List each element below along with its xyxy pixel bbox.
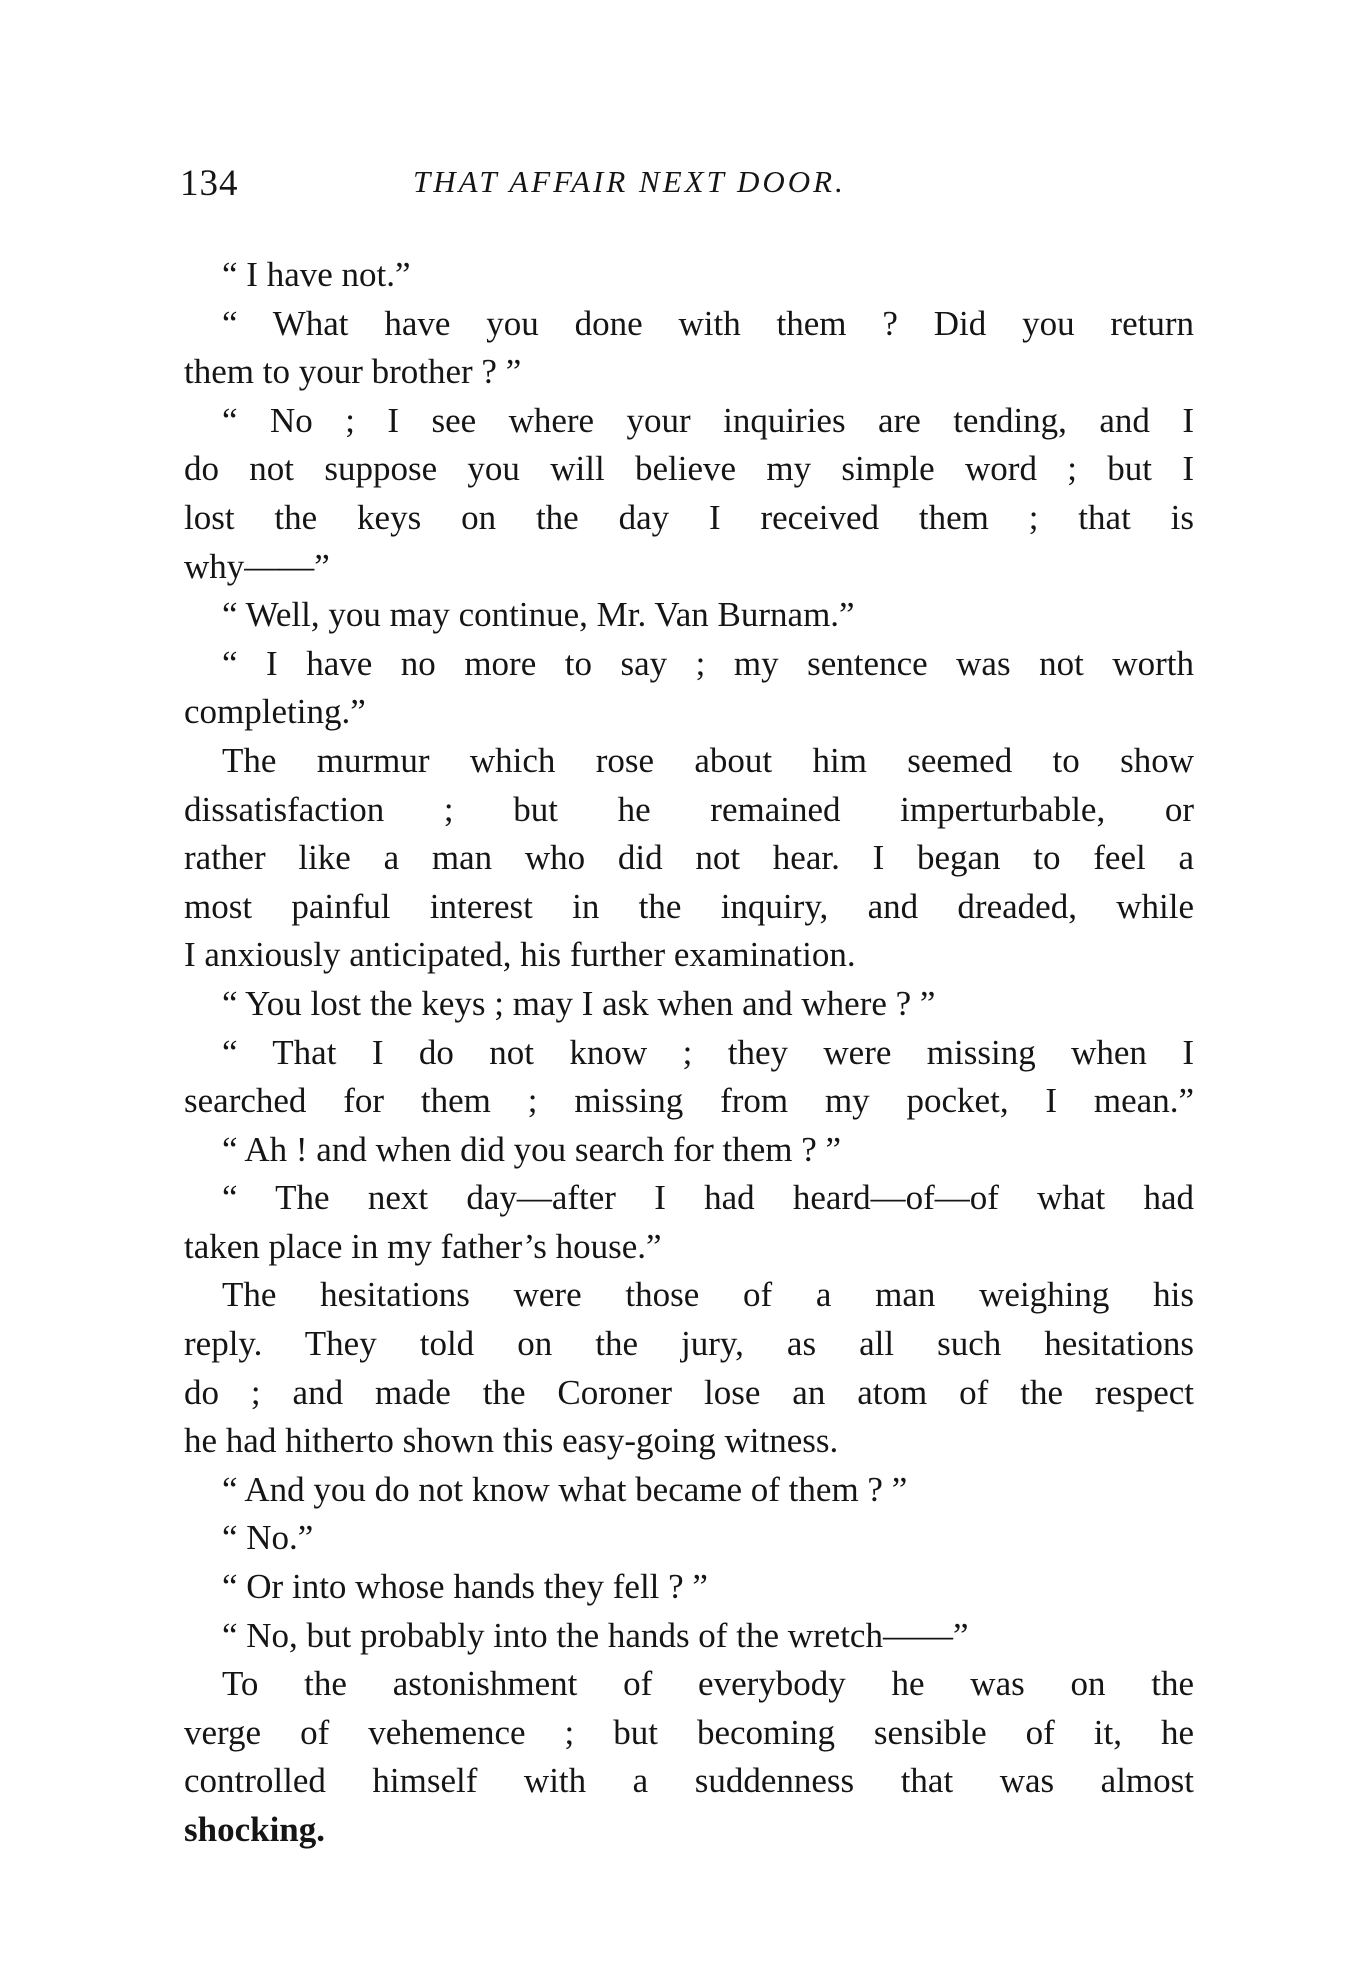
text-line: completing.”	[184, 692, 366, 732]
text-line: “ No.”	[222, 1518, 314, 1558]
text-line: taken place in my father’s house.”	[184, 1226, 662, 1266]
text-line: “ That I do not know ; they were missing when I	[222, 1032, 1194, 1072]
text-line: verge of vehemence ; but becoming sensible of it, he	[184, 1712, 1194, 1752]
text-line: most painful interest in the inquiry, and dreaded, while	[184, 886, 1194, 926]
text-line: The murmur which rose about him seemed to show	[222, 740, 1194, 780]
text-line: The hesitations were those of a man weighing his	[222, 1275, 1194, 1315]
text-line: I anxiously anticipated, his further examination.	[184, 935, 856, 975]
text-line: searched for them ; missing from my pocket, I mean.”	[184, 1081, 1194, 1121]
text-line: he had hitherto shown this easy-going witness.	[184, 1421, 839, 1461]
text-line: “ I have not.”	[222, 255, 411, 294]
text-line: controlled himself with a suddenness that was almost	[184, 1761, 1194, 1801]
text-line: why——”	[184, 546, 330, 586]
text-line: “ You lost the keys ; may I ask when and where ? ”	[222, 983, 936, 1023]
text-line: “ The next day—after I had heard—of—of what had	[222, 1178, 1194, 1218]
text-line: “ Well, you may continue, Mr. Van Burnam.”	[222, 595, 855, 635]
text-line: “ Ah ! and when did you search for them ? ”	[222, 1129, 842, 1169]
text-line: reply. They told on the jury, as all such hesitations	[184, 1324, 1194, 1364]
text-line: To the astonishment of everybody he was on the	[222, 1664, 1194, 1704]
text-line: “ No, but probably into the hands of the wretch——”	[222, 1615, 969, 1655]
page-number: 134	[180, 163, 239, 204]
body-text	[184, 251, 1194, 1855]
text-line: do ; and made the Coroner lose an atom of the respect	[184, 1372, 1194, 1412]
text-line: lost the keys on the day I received them ; that is	[184, 497, 1194, 537]
text-line: shocking.	[184, 1810, 326, 1849]
text-line: “ What have you done with them ? Did you return	[222, 303, 1194, 343]
text-line: rather like a man who did not hear. I began to feel a	[184, 838, 1194, 878]
text-line: “ And you do not know what became of them ? ”	[222, 1469, 908, 1509]
page-header	[180, 162, 1192, 212]
running-title: THAT AFFAIR NEXT DOOR.	[413, 164, 846, 199]
text-line: do not suppose you will believe my simple word ; but I	[184, 449, 1194, 489]
text-line: “ Or into whose hands they fell ? ”	[222, 1567, 708, 1607]
text-line: them to your brother ? ”	[184, 352, 522, 392]
text-line: dissatisfaction ; but he remained imperturbable, or	[184, 789, 1194, 829]
text-line: “ I have no more to say ; my sentence was not worth	[222, 643, 1194, 683]
text-line: “ No ; I see where your inquiries are tending, and I	[222, 400, 1194, 440]
